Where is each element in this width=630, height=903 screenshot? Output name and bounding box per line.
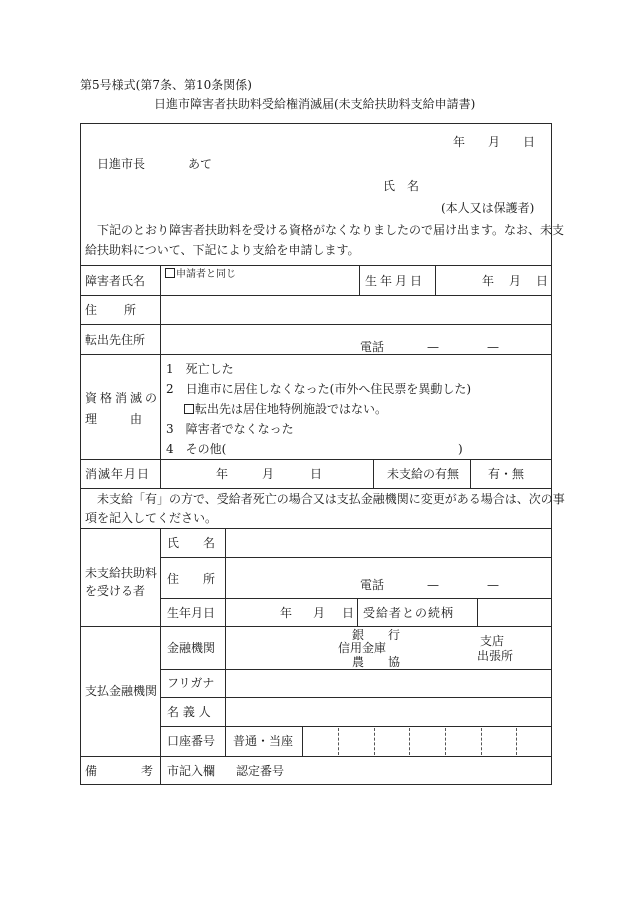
- reason-label-line-1: 資格消滅の: [85, 391, 161, 405]
- institution-label: 金融機関: [167, 641, 216, 655]
- recipient-birth-year: 年: [280, 606, 293, 620]
- reason-item-2-sub[interactable]: 転出先は居住地特例施設ではない。: [184, 402, 387, 416]
- furigana-label: フリガナ: [167, 676, 215, 690]
- birth-day: 日: [536, 274, 549, 288]
- recipient-name-label: 氏 名: [167, 536, 216, 550]
- account-holder-label: 名 義 人: [167, 705, 211, 719]
- form-title: 日進市障害者扶助料受給権消滅届(未支給扶助料支給申請書): [154, 97, 476, 111]
- recipient-phone-dash-2: —: [487, 578, 499, 592]
- checkbox-icon[interactable]: [184, 404, 194, 414]
- birth-month: 月: [509, 274, 522, 288]
- form-number: 第5号様式(第7条、第10条関係): [80, 78, 252, 92]
- reason-item-1: 1 死亡した: [166, 362, 234, 376]
- checkbox-icon[interactable]: [165, 268, 175, 278]
- note-line-1: 未支給「有」の方で、受給者死亡の場合又は支払金融機関に変更がある場合は、次の事: [97, 492, 565, 506]
- recipient-label-line-1: 未支給扶助料: [85, 566, 158, 580]
- reason-item-4-close: ): [458, 442, 463, 456]
- recipient-birth-label: 生年月日: [167, 606, 216, 620]
- bank-type-coop: 農 協: [352, 655, 401, 669]
- relation-label: 受給者との続柄: [363, 606, 455, 620]
- reason-item-4: 4 その他(: [166, 442, 227, 456]
- birth-year: 年: [482, 274, 495, 288]
- guardian-note: (本人又は保護者): [441, 201, 535, 215]
- moved-address-label: 転出先住所: [85, 333, 146, 347]
- top-month: 月: [488, 135, 501, 149]
- top-day: 日: [523, 135, 536, 149]
- bank-type-bank: 銀 行: [352, 628, 401, 642]
- reason-label-line-2: 理 由: [85, 412, 146, 426]
- recipient-label-line-2: を受ける者: [85, 584, 146, 598]
- reason-item-2: 2 日進市に居住しなくなった(市外へ住民票を異動した): [166, 382, 472, 396]
- recipient-phone-label: 電話: [360, 578, 385, 592]
- recipient-phone-dash-1: —: [427, 578, 439, 592]
- extinction-date-label: 消滅年月日: [85, 467, 151, 481]
- phone-dash-2: —: [487, 340, 499, 354]
- branch-type-branch: 支店: [480, 634, 505, 648]
- recipient-address-label: 住 所: [167, 572, 216, 586]
- statement-line-2: 給扶助料について、下記により支給を申請します。: [85, 243, 360, 257]
- extinction-day: 日: [310, 467, 323, 481]
- unpaid-value: 有・無: [488, 467, 525, 481]
- applicant-name-label: 氏 名: [383, 179, 420, 193]
- recipient-birth-month: 月: [313, 606, 326, 620]
- reason-item-3: 3 障害者でなくなった: [166, 422, 294, 436]
- extinction-month: 月: [262, 467, 275, 481]
- note-line-2: 項を記入してください。: [85, 511, 218, 525]
- city-use-label: 市記入欄: [167, 764, 216, 778]
- branch-type-office: 出張所: [477, 649, 514, 663]
- addressee: 日進市長: [97, 157, 146, 171]
- unpaid-label: 未支給の有無: [387, 467, 460, 481]
- remarks-label: 備 考: [85, 764, 156, 778]
- statement-line-1: 下記のとおり障害者扶助料を受ける資格がなくなりましたので届け出ます。なお、未支: [97, 223, 565, 237]
- phone-label: 電話: [360, 340, 385, 354]
- account-number-label: 口座番号: [167, 734, 216, 748]
- same-as-applicant-option[interactable]: [165, 268, 236, 281]
- phone-dash-1: —: [427, 340, 439, 354]
- extinction-year: 年: [216, 467, 229, 481]
- address-label: 住 所: [85, 303, 138, 317]
- addressee-ate: あて: [188, 157, 213, 171]
- disabled-person-name-label: 障害者氏名: [85, 274, 146, 288]
- same-as-applicant-label: 申請者と同じ: [176, 269, 236, 280]
- account-type: 普通・当座: [233, 734, 294, 748]
- top-year: 年: [453, 135, 466, 149]
- birth-date-label: 生年月日: [365, 274, 426, 288]
- certification-number-label: 認定番号: [236, 764, 285, 778]
- bank-label: 支払金融機関: [85, 684, 158, 698]
- recipient-birth-day: 日: [342, 606, 355, 620]
- bank-type-credit: 信用金庫: [338, 641, 387, 655]
